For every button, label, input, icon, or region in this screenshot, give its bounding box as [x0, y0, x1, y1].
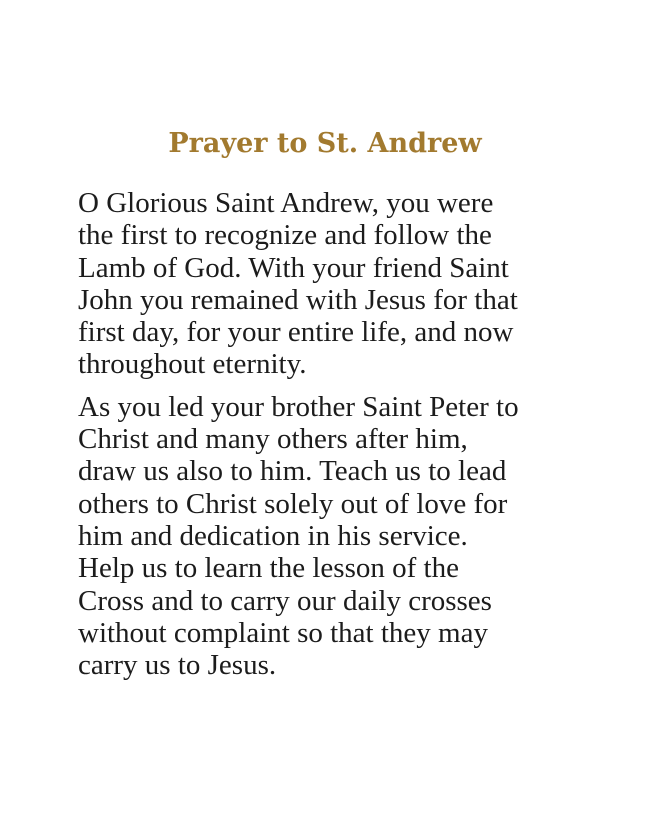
text-line: John you remained with Jesus for that [78, 283, 518, 316]
prayer-paragraph-2 [78, 391, 618, 682]
text-line: without complaint so that they may [78, 616, 488, 649]
prayer-body [78, 187, 618, 681]
text-line: carry us to Jesus. [78, 649, 277, 682]
page-title: Prayer to St. Andrew [168, 128, 482, 159]
text-line: him and dedication in his service. [78, 519, 468, 552]
text-line: Lamb of God. With your friend Saint [78, 251, 509, 284]
text-line: Help us to learn the lesson of the [78, 552, 459, 585]
text-line: As you led your brother Saint Peter to [78, 390, 519, 423]
text-line: first day, for your entire life, and now [78, 316, 514, 349]
text-line: draw us also to him. Teach us to lead [78, 455, 507, 488]
prayer-paragraph-1 [78, 187, 618, 381]
text-line: throughout eternity. [78, 348, 307, 381]
text-line: Christ and many others after him, [78, 423, 468, 456]
text-line: O Glorious Saint Andrew, you were [78, 187, 494, 219]
text-line: Cross and to carry our daily crosses [78, 584, 492, 617]
text-line: others to Christ solely out of love for [78, 487, 508, 520]
text-line: the first to recognize and follow the [78, 219, 492, 252]
